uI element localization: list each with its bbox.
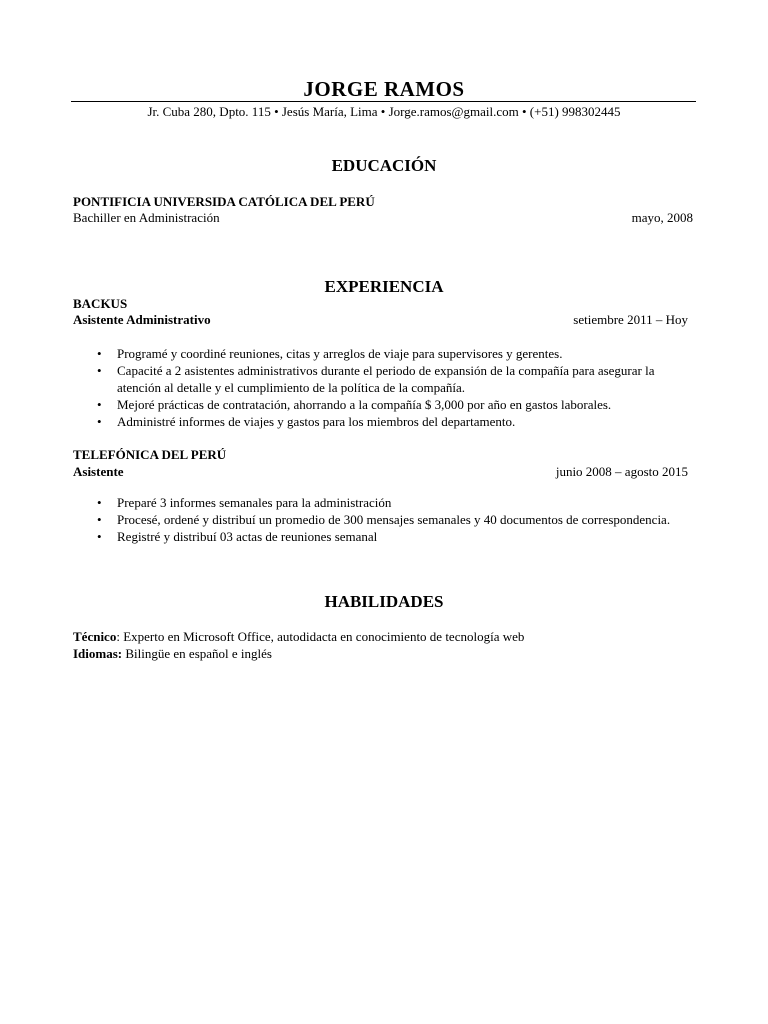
job-bullet: • Mejoré prácticas de contratación, ahorrando a la compañía $ 3,000 por año en gastos laborales.	[97, 396, 697, 413]
skills-section-title: HABILIDADES	[324, 592, 444, 611]
skill-text: Bilingüe en español e inglés	[122, 646, 272, 661]
skill-label: Idiomas:	[73, 646, 123, 661]
experience-section-title: EXPERIENCIA	[324, 277, 444, 296]
job-dates: setiembre 2011 – Hoy	[573, 312, 688, 327]
education-degree: Bachiller en Administración	[73, 210, 220, 225]
job-dates: junio 2008 – agosto 2015	[555, 464, 688, 479]
job-role: Asistente	[73, 464, 124, 479]
skill-separator: :	[116, 629, 120, 644]
candidate-name: JORGE RAMOS	[303, 77, 465, 101]
job-company: TELEFÓNICA DEL PERÚ	[73, 447, 227, 462]
skill-line-languages	[73, 645, 272, 662]
job-bullet-list	[97, 345, 697, 430]
job-bullet-list	[97, 494, 697, 545]
education-section-title: EDUCACIÓN	[331, 156, 437, 175]
job-bullet: • Procesé, ordené y distribuí un promedio de 300 mensajes semanales y 40 documentos de correspondencia.	[97, 511, 697, 528]
header-divider	[71, 101, 696, 102]
job-role: Asistente Administrativo	[73, 312, 211, 327]
job-bullet: • Programé y coordiné reuniones, citas y arreglos de viaje para supervisores y gerentes.	[97, 345, 697, 362]
education-date: mayo, 2008	[631, 210, 693, 225]
job-bullet: • Capacité a 2 asistentes administrativos durante el periodo de expansión de la compañía para asegurar la atención al detalle y el cumplimiento de la política de la compañía.	[97, 362, 697, 396]
contact-line: Jr. Cuba 280, Dpto. 115 • Jesús María, Lima • Jorge.ramos@gmail.com • (+51) 998302445	[147, 104, 621, 119]
job-bullet: • Administré informes de viajes y gastos para los miembros del departamento.	[97, 413, 697, 430]
job-bullet: • Registré y distribuí 03 actas de reuniones semanal	[97, 528, 697, 545]
job-bullet: • Preparé 3 informes semanales para la administración	[97, 494, 697, 511]
job-company: BACKUS	[73, 296, 128, 311]
skill-label: Técnico	[73, 629, 117, 644]
education-institution: PONTIFICIA UNIVERSIDA CATÓLICA DEL PERÚ	[73, 194, 375, 209]
skill-line-technical	[73, 628, 524, 645]
skill-text: Experto en Microsoft Office, autodidacta en conocimiento de tecnología web	[119, 629, 525, 644]
